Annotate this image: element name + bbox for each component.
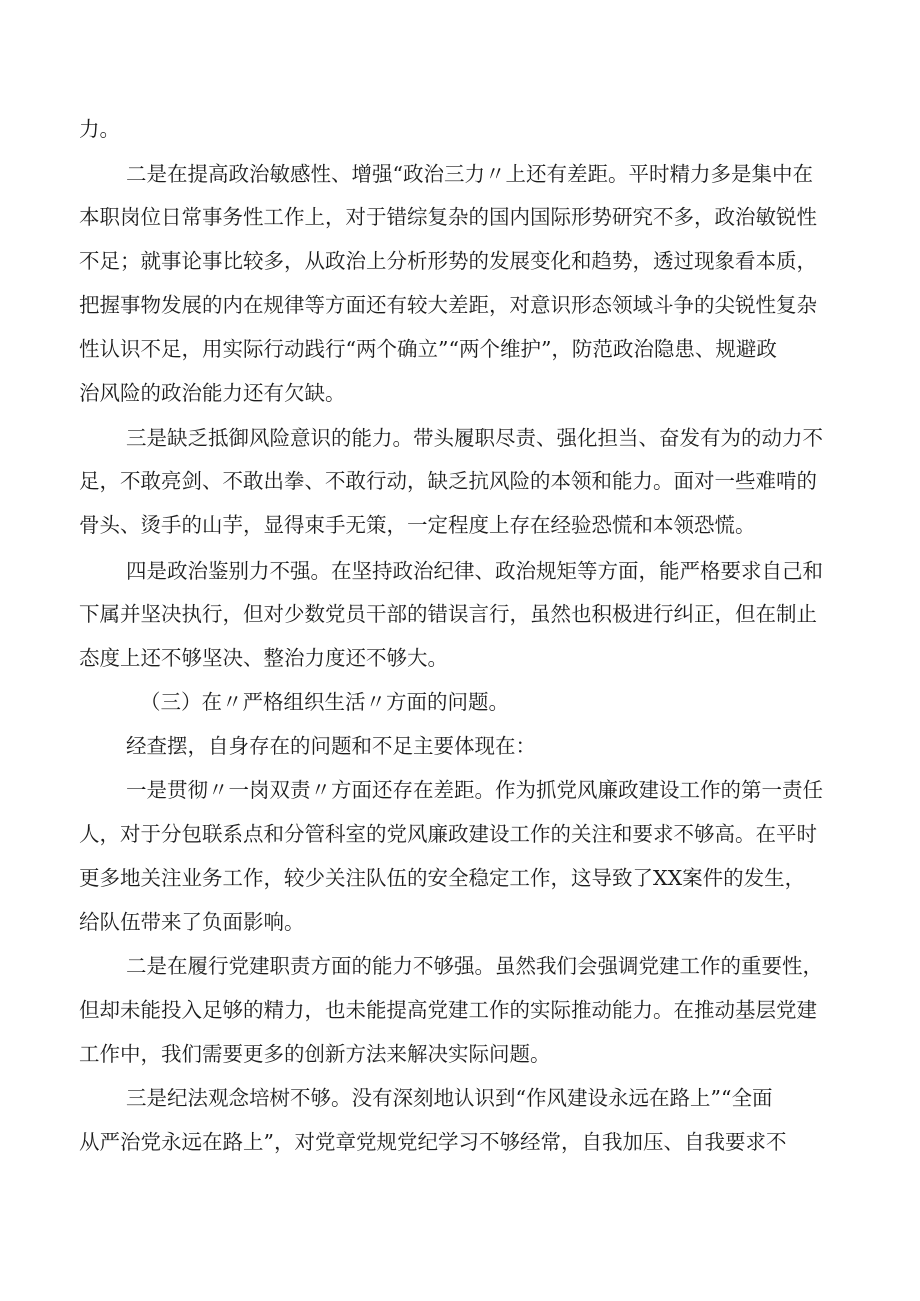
text-line: 人，对于分包联系点和分管科室的党风廉政建设工作的关注和要求不够高。在平时: [79, 822, 817, 846]
text-line: 给队伍带来了负面影响。: [79, 910, 305, 934]
text-line: 足，不敢亮剑、不敢出拳、不敢行动，缺乏抗风险的本领和能力。面对一些难啃的: [79, 469, 817, 493]
paragraph-first-line: 二是在提高政治敏感性、增强“政治三力〃上还有差距。平时精力多是集中在: [126, 162, 813, 186]
text-line: 但却未能投入足够的精力，也未能提高党建工作的实际推动能力。在推动基层党建: [79, 998, 817, 1022]
text-line: 治风险的政治能力还有欠缺。: [79, 381, 346, 405]
paragraph-first-line: 三是缺乏抵御风险意识的能力。带头履职尽责、强化担当、奋发有为的动力不: [126, 426, 823, 450]
text-line: 更多地关注业务工作，较少关注队伍的安全稳定工作，这导致了XX案件的发生，: [79, 866, 806, 890]
paragraph-first-line: 四是政治鉴别力不强。在坚持政治纪律、政治规矩等方面，能严格要求自己和: [126, 559, 823, 583]
paragraph-first-line: 三是纪法观念培树不够。没有深刻地认识到“作风建设永远在路上”“全面: [126, 1086, 773, 1110]
paragraph-first-line: 二是在履行党建职责方面的能力不够强。虽然我们会强调党建工作的重要性，: [126, 954, 823, 978]
text-line: 不足；就事论事比较多，从政治上分析形势的发展变化和趋势，透过现象看本质，: [79, 249, 817, 273]
paragraph-first-line: 经查摆，自身存在的问题和不足主要体现在：: [126, 734, 536, 758]
text-line: 态度上还不够坚决、整治力度还不够大。: [79, 646, 448, 670]
section-heading: （三）在〃严格组织生活〃方面的问题。: [140, 690, 509, 714]
text-line: 本职岗位日常事务性工作上，对于错综复杂的国内国际形势研究不多，政治敏锐性: [79, 205, 817, 229]
text-line: 性认识不足，用实际行动践行“两个确立”“两个维护”，防范政治隐患、规避政: [79, 337, 777, 361]
text-line: 把握事物发展的内在规律等方面还有较大差距，对意识形态领域斗争的尖锐性复杂: [79, 293, 817, 317]
text-line: 下属并坚决执行，但对少数党员干部的错误言行，虽然也积极进行纠正，但在制止: [79, 602, 817, 626]
text-line: 骨头、烫手的山芋，显得束手无策，一定程度上存在经验恐慌和本领恐慌。: [79, 513, 756, 537]
text-line: 力。: [79, 117, 120, 141]
text-line: 工作中，我们需要更多的创新方法来解决实际问题。: [79, 1042, 551, 1066]
text-line: 从严治党永远在路上”，对党章党规党纪学习不够经常，自我加压、自我要求不: [79, 1130, 787, 1154]
paragraph-first-line: 一是贯彻〃一岗双责〃方面还存在差距。作为抓党风廉政建设工作的第一责任: [126, 778, 823, 802]
